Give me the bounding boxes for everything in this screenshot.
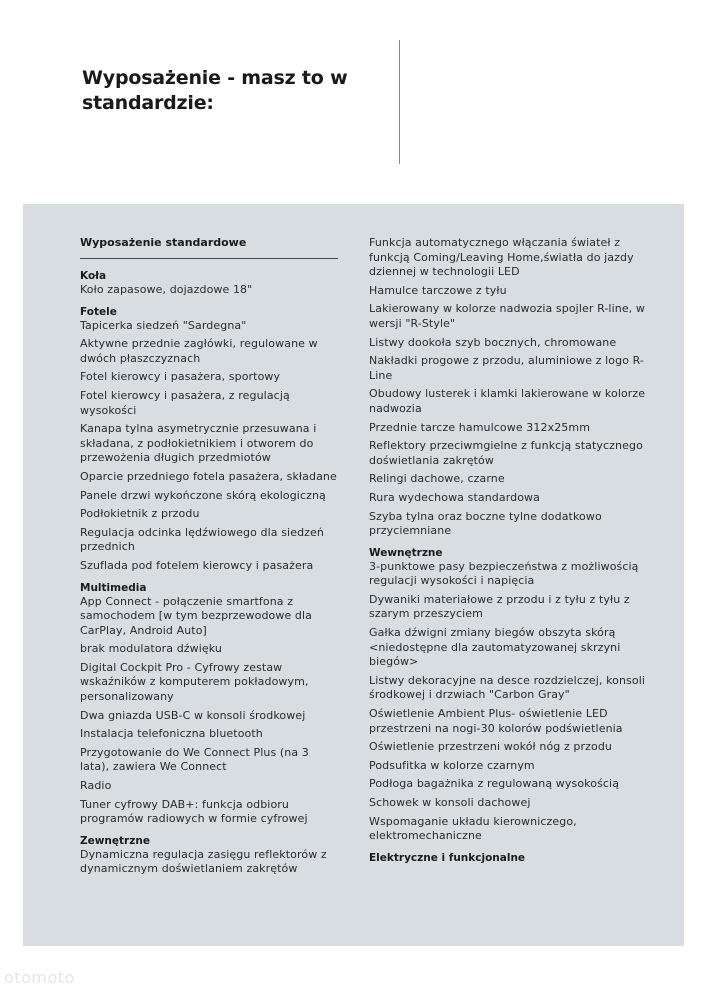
equipment-item: App Connect - połączenie smartfona z samochodem [w tym bezprzewodowe dla CarPlay, Android Auto] bbox=[80, 594, 312, 637]
watermark: otomoto bbox=[4, 968, 75, 987]
equipment-item: Gałka dźwigni zmiany biegów obszyta skórą <niedostępne dla zautomatyzowanej skrzyni biegów> bbox=[369, 626, 621, 669]
equipment-item: Reflektory przeciwmgielne z funkcją statycznego doświetlania zakrętów bbox=[369, 439, 643, 467]
equipment-item: Lakierowany w kolorze nadwozia spojler R-line, w wersji "R-Style" bbox=[369, 302, 645, 330]
right-column bbox=[369, 236, 649, 872]
group-title: Koła bbox=[80, 270, 107, 282]
group-continued bbox=[369, 236, 649, 539]
equipment-item: Przednie tarcze hamulcowe 312x25mm bbox=[369, 420, 591, 434]
equipment-item: Szuflada pod fotelem kierowcy i pasażera bbox=[80, 558, 314, 572]
equipment-item: Oświetlenie Ambient Plus- oświetlenie LED przestrzeni na nogi-30 kolorów podświetlenia bbox=[369, 707, 623, 735]
group-elektryczne-i-funkcjonalne bbox=[369, 851, 649, 865]
equipment-item: Fotel kierowcy i pasażera, sportowy bbox=[80, 370, 281, 384]
equipment-item: 3-punktowe pasy bezpieczeństwa z możliwością regulacji wysokości i napięcia bbox=[369, 559, 639, 588]
equipment-item: Podłoga bagażnika z regulowaną wysokością bbox=[369, 777, 620, 791]
equipment-item: Schowek w konsoli dachowej bbox=[369, 796, 531, 809]
equipment-item: Dynamiczna regulacja zasięgu reflektorów z dynamicznym doświetlaniem zakrętów bbox=[80, 847, 327, 876]
equipment-item: Regulacja odcinka lędźwiowego dla siedzeń przednich bbox=[80, 525, 324, 554]
title-divider bbox=[399, 40, 400, 164]
equipment-item: Tapicerka siedzeń "Sardegna" bbox=[80, 318, 247, 332]
equipment-item: Przygotowanie do We Connect Plus (na 3 lata), zawiera We Connect bbox=[80, 745, 309, 774]
group-title: Wewnętrzne bbox=[369, 546, 443, 559]
equipment-item: Koło zapasowe, dojazdowe 18" bbox=[80, 283, 253, 296]
equipment-item: Radio bbox=[80, 779, 112, 793]
page-title: Wyposażenie - masz to w standardzie: bbox=[82, 67, 348, 114]
equipment-item: Podsufitka w kolorze czarnym bbox=[369, 758, 535, 772]
equipment-item: Wspomaganie układu kierowniczego, elektromechaniczne bbox=[369, 814, 577, 843]
group-title: Fotele bbox=[80, 305, 117, 318]
equipment-item: Nakładki progowe z przodu, aluminiowe z logo R-Line bbox=[369, 354, 644, 382]
equipment-item: Aktywne przednie zagłówki, regulowane w dwóch płaszczyznach bbox=[80, 337, 318, 365]
equipment-item: Listwy dekoracyjne na desce rozdzielczej, konsoli środkowej i drzwiach "Carbon Gray" bbox=[369, 673, 646, 702]
equipment-item: Oparcie przedniego fotela pasażera, składane bbox=[80, 469, 337, 483]
equipment-item: brak modulatora dźwięku bbox=[80, 642, 222, 656]
group-multimedia bbox=[80, 581, 338, 827]
right-groups bbox=[369, 236, 649, 865]
group-title: Elektryczne i funkcjonalne bbox=[369, 851, 526, 864]
equipment-item: Listwy dookoła szyb bocznych, chromowane bbox=[369, 335, 617, 349]
equipment-item: Oświetlenie przestrzeni wokół nóg z przodu bbox=[369, 740, 612, 754]
equipment-item: Podłokietnik z przodu bbox=[80, 507, 200, 521]
group-title: Zewnętrzne bbox=[80, 834, 150, 847]
equipment-item: Panele drzwi wykończone skórą ekologiczną bbox=[80, 488, 326, 502]
equipment-item: Rura wydechowa standardowa bbox=[369, 490, 540, 504]
equipment-item: Instalacja telefoniczna bluetooth bbox=[80, 727, 263, 741]
equipment-item: Tuner cyfrowy DAB+: funkcja odbioru programów radiowych w formie cyfrowej bbox=[80, 797, 308, 826]
group-wewnetrzne bbox=[369, 546, 649, 844]
group-zewnetrzne bbox=[80, 834, 338, 877]
equipment-item: Dywaniki materiałowe z przodu i z tyłu z tyłu z szarym przeszyciem bbox=[369, 592, 630, 621]
panel-heading: Wyposażenie standardowe bbox=[80, 236, 338, 259]
equipment-item: Funkcja automatycznego włączania świateł z funkcją Coming/Leaving Home,światła do jazdy dziennej w technologii LED bbox=[369, 236, 634, 279]
equipment-item: Dwa gniazda USB-C w konsoli środkowej bbox=[80, 708, 306, 722]
group-fotele bbox=[80, 305, 338, 574]
left-groups bbox=[80, 269, 338, 877]
equipment-item: Kanapa tylna asymetrycznie przesuwana i składana, z podłokietnikiem i otworem do przewożenia długich przedmiotów bbox=[80, 422, 317, 465]
equipment-item: Relingi dachowe, czarne bbox=[369, 472, 505, 486]
equipment-item: Obudowy lusterek i klamki lakierowane w kolorze nadwozia bbox=[369, 387, 646, 415]
group-title: Multimedia bbox=[80, 581, 147, 594]
equipment-item: Szyba tylna oraz boczne tylne dodatkowo przyciemniane bbox=[369, 509, 602, 538]
left-column bbox=[80, 236, 338, 884]
group-kola bbox=[80, 269, 338, 298]
equipment-panel bbox=[23, 204, 684, 946]
equipment-item: Fotel kierowcy i pasażera, z regulacją wysokości bbox=[80, 388, 290, 417]
equipment-item: Hamulce tarczowe z tyłu bbox=[369, 283, 507, 297]
equipment-item: Digital Cockpit Pro - Cyfrowy zestaw wskaźników z komputerem pokładowym, personalizowany bbox=[80, 660, 309, 704]
